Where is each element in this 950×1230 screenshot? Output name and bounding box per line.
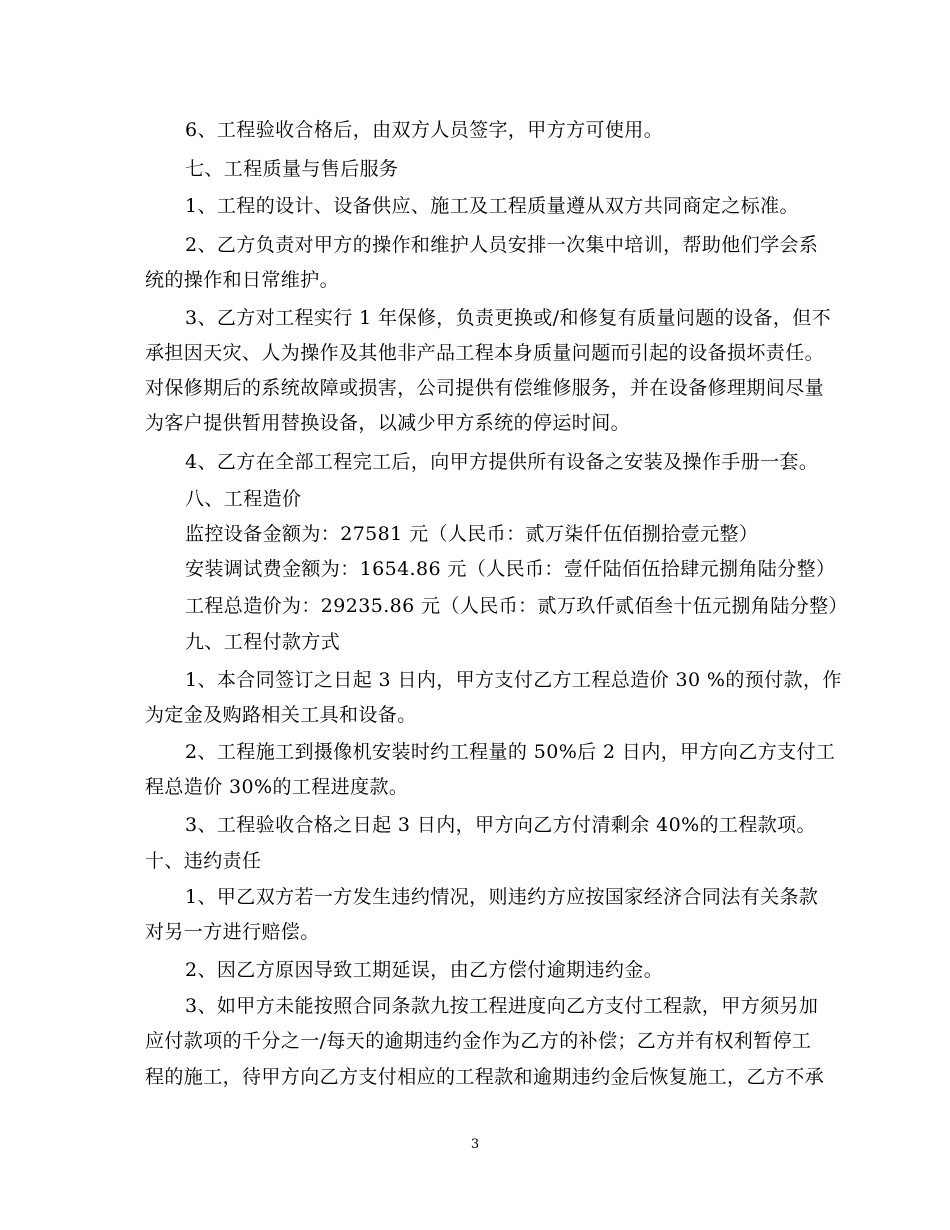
paragraph-line: 4、乙方在全部工程完工后，向甲方提供所有设备之安装及操作手册一套。: [185, 451, 819, 473]
paragraph-line: 2、工程施工到摄像机安装时约工程量的 50%后 2 日内，甲方向乙方支付工: [185, 741, 836, 763]
paragraph-line: 统的操作和日常维护。: [145, 269, 340, 291]
section-heading: 八、工程造价: [185, 488, 302, 510]
section-heading: 七、工程质量与售后服务: [185, 158, 399, 180]
price-line: 监控设备金额为：27581 元（人民币：贰万柒仟伍佰捌拾壹元整）: [185, 523, 759, 545]
price-line: 安装调试费金额为：1654.86 元（人民币：壹仟陆佰伍拾肆元捌角陆分整）: [185, 558, 836, 580]
paragraph-line: 1、本合同签订之日起 3 日内，甲方支付乙方工程总造价 30 %的预付款，作: [185, 669, 842, 691]
paragraph-line: 6、工程验收合格后，由双方人员签字，甲方方可使用。: [185, 119, 664, 141]
paragraph-line: 应付款项的千分之一/每天的逾期违约金作为乙方的补偿；乙方并有权利暂停工: [145, 1030, 812, 1052]
paragraph-line: 2、乙方负责对甲方的操作和维护人员安排一次集中培训，帮助他们学会系: [185, 234, 819, 256]
page-number: 3: [470, 1137, 480, 1152]
paragraph-line: 1、工程的设计、设备供应、施工及工程质量遵从双方共同商定之标准。: [185, 195, 799, 217]
paragraph-line: 3、如甲方未能按照合同条款九按工程进度向乙方支付工程款，甲方须另加: [185, 995, 819, 1017]
paragraph-line: 3、工程验收合格之日起 3 日内，甲方向乙方付清剩余 40%的工程款项。: [185, 814, 816, 836]
paragraph-line: 2、因乙方原因导致工期延误，由乙方偿付逾期违约金。: [185, 959, 664, 981]
section-heading: 十、违约责任: [145, 850, 262, 872]
paragraph-line: 承担因天灾、人为操作及其他非产品工程本身质量问题而引起的设备损坏责任。: [145, 342, 825, 364]
paragraph-line: 1、甲乙双方若一方发生违约情况，则违约方应按国家经济合同法有关条款: [185, 886, 819, 908]
paragraph-line: 对保修期后的系统故障或损害，公司提供有偿维修服务，并在设备修理期间尽量: [145, 377, 825, 399]
section-heading: 九、工程付款方式: [185, 631, 341, 653]
paragraph-line: 对另一方进行赔偿。: [145, 921, 320, 943]
paragraph-line: 为客户提供暂用替换设备，以减少甲方系统的停运时间。: [145, 412, 631, 434]
price-line: 工程总造价为：29235.86 元（人民币：贰万玖仟贰佰叁十伍元捌角陆分整）: [185, 595, 848, 617]
paragraph-line: 程的施工，待甲方向乙方支付相应的工程款和逾期违约金后恢复施工，乙方不承: [145, 1066, 825, 1088]
paragraph-line: 3、乙方对工程实行 1 年保修，负责更换或/和修复有质量问题的设备，但不: [185, 307, 832, 329]
paragraph-line: 为定金及购路相关工具和设备。: [145, 704, 417, 726]
paragraph-line: 程总造价 30%的工程进度款。: [145, 776, 409, 798]
